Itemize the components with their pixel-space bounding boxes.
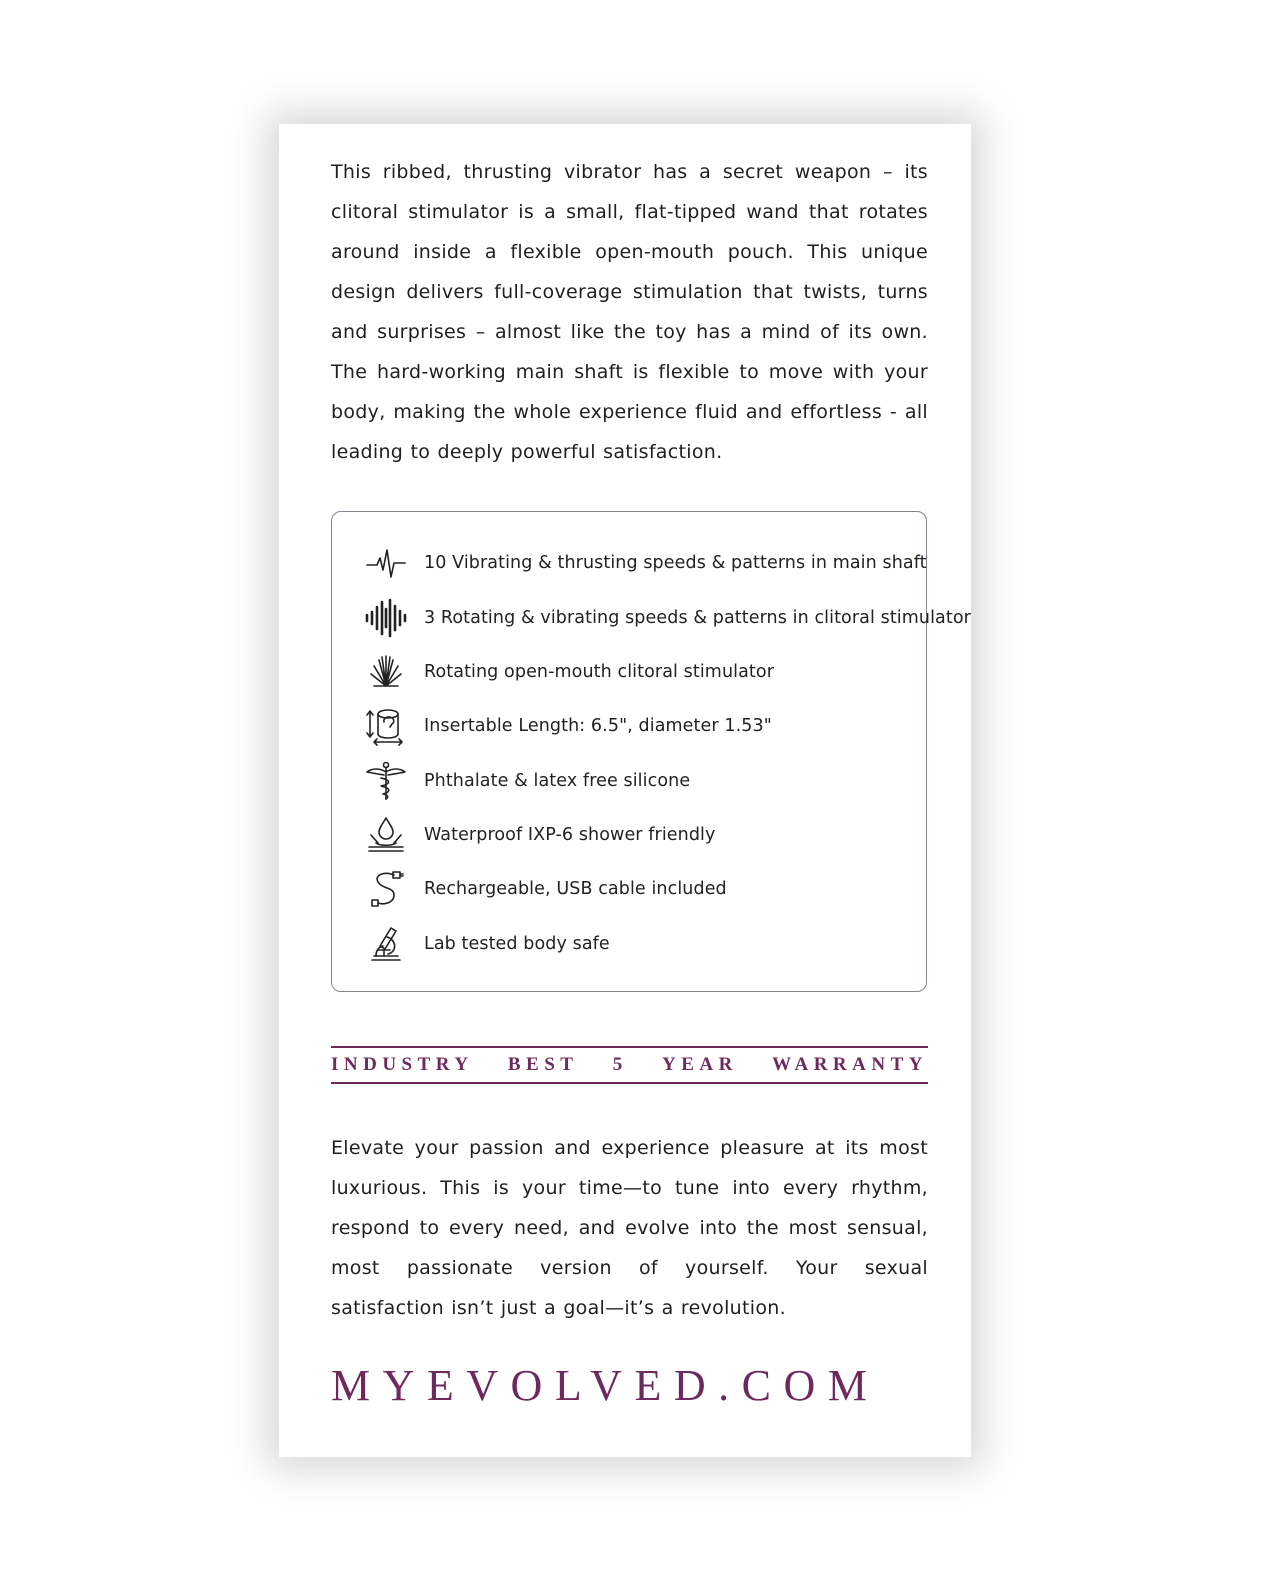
feature-text: Lab tested body safe [424, 934, 610, 954]
feature-item [360, 815, 920, 855]
feature-text: 3 Rotating & vibrating speeds & patterns in clitoral stimulator [424, 608, 971, 628]
outro-paragraph: Elevate your passion and experience pleasure at its most luxurious. This is your time—to tune into every rhythm, respond to every need, and evolve into the most sensual, most passionate version of yourself. Your sexual satisfaction isn’t just a goal—it’s a revolution. [331, 1137, 928, 1319]
feature-item [360, 543, 927, 583]
usb-cable-icon [360, 869, 412, 909]
intro-paragraph: This ribbed, thrusting vibrator has a secret weapon – its clitoral stimulator is a small, flat-tipped wand that rotates around inside a flexible open-mouth pouch. This unique design delivers full-coverage stimulation that twists, turns and surprises – almost like the toy has a mind of its own. The hard-working main shaft is flexible to move with your body, making the whole experience fluid and effortless - all leading to deeply powerful satisfaction. [331, 161, 928, 463]
feature-item [360, 869, 920, 909]
sound-wave-icon [360, 598, 412, 638]
heartbeat-pulse-icon [360, 543, 412, 583]
warranty-word: BEST [507, 1054, 579, 1075]
feature-text: Phthalate & latex free silicone [424, 771, 691, 791]
feature-item [360, 706, 920, 746]
feature-text: 10 Vibrating & thrusting speeds & patterns in main shaft [424, 553, 927, 573]
features-box [331, 511, 971, 992]
website-url: MYEVOLVED.COM [331, 1361, 880, 1410]
feature-text: Insertable Length: 6.5", diameter 1.53" [424, 716, 772, 736]
product-info-card [279, 124, 971, 1457]
feature-item [360, 652, 920, 692]
warranty-banner [331, 1046, 928, 1084]
feature-item [360, 598, 971, 638]
warranty-word: YEAR [661, 1054, 738, 1075]
caduceus-icon [360, 761, 412, 801]
feature-text: Rechargeable, USB cable included [424, 879, 727, 899]
feature-text: Waterproof IXP-6 shower friendly [424, 825, 716, 845]
feature-item [360, 924, 920, 964]
feature-text: Rotating open-mouth clitoral stimulator [424, 662, 774, 682]
water-drop-icon [360, 815, 412, 855]
microscope-icon [360, 924, 412, 964]
cylinder-dimensions-icon [360, 706, 412, 746]
warranty-word: INDUSTRY [331, 1054, 474, 1075]
warranty-word: 5 [612, 1054, 628, 1075]
warranty-word: WARRANTY [772, 1054, 928, 1075]
feature-item [360, 761, 920, 801]
agave-burst-icon [360, 652, 412, 692]
